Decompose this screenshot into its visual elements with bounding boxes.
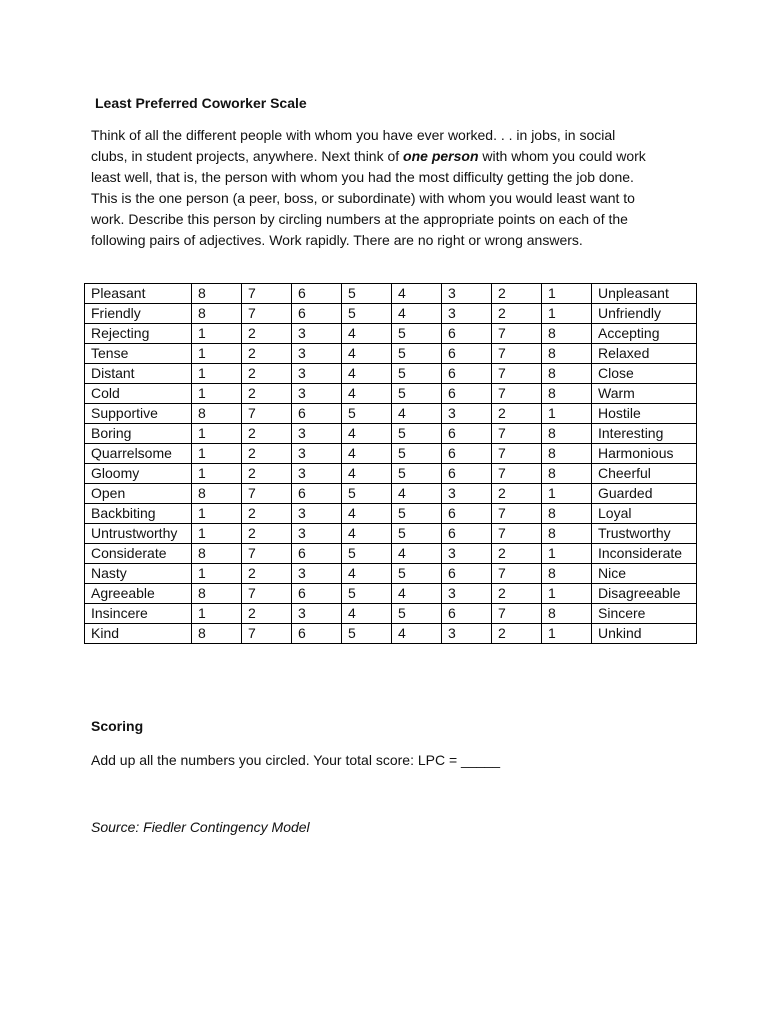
instructions-emphasis: one person <box>403 148 479 164</box>
scale-left-adjective: Untrustworthy <box>85 524 192 544</box>
scale-number[interactable]: 4 <box>342 564 392 584</box>
scale-left-adjective: Tense <box>85 344 192 364</box>
scale-number[interactable]: 3 <box>292 604 342 624</box>
scale-number[interactable]: 1 <box>192 604 242 624</box>
scale-number[interactable]: 6 <box>442 504 492 524</box>
scale-right-adjective: Nice <box>592 564 697 584</box>
scale-right-adjective: Cheerful <box>592 464 697 484</box>
scale-row <box>85 544 697 564</box>
scale-number[interactable]: 1 <box>192 384 242 404</box>
scale-number[interactable]: 1 <box>542 304 592 324</box>
scale-number[interactable]: 2 <box>242 364 292 384</box>
scale-right-adjective: Accepting <box>592 324 697 344</box>
scale-number[interactable]: 6 <box>292 624 342 644</box>
scale-number[interactable]: 8 <box>192 544 242 564</box>
scale-row <box>85 424 697 444</box>
scale-number[interactable]: 3 <box>292 324 342 344</box>
scale-number[interactable]: 7 <box>492 604 542 624</box>
scale-left-adjective: Supportive <box>85 404 192 424</box>
scale-right-adjective: Guarded <box>592 484 697 504</box>
scale-number[interactable]: 5 <box>342 624 392 644</box>
scale-row <box>85 624 697 644</box>
scale-right-adjective: Disagreeable <box>592 584 697 604</box>
scale-number[interactable]: 2 <box>492 304 542 324</box>
scale-number[interactable]: 7 <box>242 304 292 324</box>
scale-number[interactable]: 8 <box>192 584 242 604</box>
scale-number[interactable]: 6 <box>442 424 492 444</box>
scale-left-adjective: Open <box>85 484 192 504</box>
scale-number[interactable]: 3 <box>292 464 342 484</box>
scale-number[interactable]: 5 <box>342 544 392 564</box>
scale-right-adjective: Relaxed <box>592 344 697 364</box>
scale-number[interactable]: 8 <box>542 424 592 444</box>
scale-number[interactable]: 6 <box>442 564 492 584</box>
scale-number[interactable]: 7 <box>492 324 542 344</box>
scale-number[interactable]: 4 <box>342 504 392 524</box>
scale-number[interactable]: 7 <box>492 444 542 464</box>
scale-number[interactable]: 4 <box>342 604 392 624</box>
instructions-text-end: with whom you could work least well, that is, the person with whom you had the most difficulty getting the job done. This is the one person (a peer, boss, or subordinate) with whom you would least want to work. Describe this person by circling numbers at the appropriate points on each of the following pairs of adjectives. Work rapidly. There are no right or wrong answers. <box>91 148 646 248</box>
scale-number[interactable]: 2 <box>242 424 292 444</box>
scale-right-adjective: Sincere <box>592 604 697 624</box>
scale-right-adjective: Unkind <box>592 624 697 644</box>
scale-number[interactable]: 4 <box>342 464 392 484</box>
scale-number[interactable]: 4 <box>342 524 392 544</box>
scale-left-adjective: Agreeable <box>85 584 192 604</box>
scale-number[interactable]: 5 <box>392 364 442 384</box>
scale-row <box>85 364 697 384</box>
scale-number[interactable]: 3 <box>442 404 492 424</box>
scale-number[interactable]: 7 <box>242 544 292 564</box>
scale-number[interactable]: 3 <box>292 424 342 444</box>
scale-number[interactable]: 3 <box>442 484 492 504</box>
scale-number[interactable]: 1 <box>192 444 242 464</box>
scale-number[interactable]: 8 <box>542 604 592 624</box>
scale-left-adjective: Distant <box>85 364 192 384</box>
scale-number[interactable]: 2 <box>242 344 292 364</box>
scale-number[interactable]: 7 <box>492 344 542 364</box>
scale-right-adjective: Trustworthy <box>592 524 697 544</box>
scale-number[interactable]: 1 <box>542 584 592 604</box>
scale-number[interactable]: 6 <box>292 284 342 304</box>
scale-number[interactable]: 5 <box>392 424 442 444</box>
scale-number[interactable]: 2 <box>492 544 542 564</box>
scale-number[interactable]: 4 <box>342 364 392 384</box>
scale-row <box>85 404 697 424</box>
scale-number[interactable]: 4 <box>392 404 442 424</box>
scale-number[interactable]: 1 <box>542 544 592 564</box>
scale-number[interactable]: 4 <box>392 284 442 304</box>
scale-number[interactable]: 2 <box>242 444 292 464</box>
scale-number[interactable]: 5 <box>342 484 392 504</box>
scale-number[interactable]: 6 <box>442 444 492 464</box>
scale-number[interactable]: 8 <box>542 384 592 404</box>
scale-number[interactable]: 3 <box>442 284 492 304</box>
scale-row <box>85 384 697 404</box>
scale-right-adjective: Close <box>592 364 697 384</box>
scale-number[interactable]: 1 <box>192 424 242 444</box>
scale-right-adjective: Unfriendly <box>592 304 697 324</box>
scale-left-adjective: Boring <box>85 424 192 444</box>
scale-number[interactable]: 4 <box>392 584 442 604</box>
scale-row <box>85 324 697 344</box>
scale-number[interactable]: 4 <box>392 304 442 324</box>
scoring-instructions: Add up all the numbers you circled. Your total score: LPC = _____ <box>91 752 500 768</box>
scale-number[interactable]: 3 <box>292 524 342 544</box>
scale-number[interactable]: 8 <box>192 304 242 324</box>
scale-number[interactable]: 4 <box>392 484 442 504</box>
scale-row <box>85 304 697 324</box>
scale-number[interactable]: 4 <box>392 624 442 644</box>
scale-number[interactable]: 6 <box>292 544 342 564</box>
scale-number[interactable]: 7 <box>242 584 292 604</box>
scale-number[interactable]: 8 <box>542 504 592 524</box>
scale-number[interactable]: 3 <box>442 304 492 324</box>
scale-number[interactable]: 2 <box>492 284 542 304</box>
instructions-paragraph <box>91 125 651 251</box>
scale-number[interactable]: 6 <box>292 584 342 604</box>
scale-number[interactable]: 5 <box>342 284 392 304</box>
scale-number[interactable]: 2 <box>242 324 292 344</box>
scale-number[interactable]: 3 <box>292 344 342 364</box>
scale-number[interactable]: 4 <box>342 344 392 364</box>
scale-row <box>85 504 697 524</box>
scale-left-adjective: Insincere <box>85 604 192 624</box>
scale-number[interactable]: 7 <box>242 404 292 424</box>
scale-number[interactable]: 1 <box>192 524 242 544</box>
scale-row <box>85 524 697 544</box>
scale-number[interactable]: 6 <box>442 324 492 344</box>
scale-number[interactable]: 4 <box>342 384 392 404</box>
scale-number[interactable]: 4 <box>342 324 392 344</box>
scale-number[interactable]: 2 <box>242 504 292 524</box>
scale-right-adjective: Harmonious <box>592 444 697 464</box>
scale-number[interactable]: 4 <box>392 544 442 564</box>
scale-row <box>85 584 697 604</box>
scale-right-adjective: Hostile <box>592 404 697 424</box>
scale-number[interactable]: 3 <box>292 384 342 404</box>
scale-number[interactable]: 1 <box>542 404 592 424</box>
scale-number[interactable]: 6 <box>292 404 342 424</box>
scale-number[interactable]: 3 <box>442 624 492 644</box>
scale-number[interactable]: 7 <box>492 504 542 524</box>
scale-number[interactable]: 5 <box>342 584 392 604</box>
scale-number[interactable]: 3 <box>442 544 492 564</box>
scale-left-adjective: Kind <box>85 624 192 644</box>
scale-number[interactable]: 5 <box>342 404 392 424</box>
scale-number[interactable]: 8 <box>542 324 592 344</box>
scale-right-adjective: Interesting <box>592 424 697 444</box>
scale-left-adjective: Considerate <box>85 544 192 564</box>
scale-number[interactable]: 2 <box>492 624 542 644</box>
scale-number[interactable]: 1 <box>192 344 242 364</box>
scale-number[interactable]: 7 <box>492 364 542 384</box>
scale-number[interactable]: 2 <box>242 384 292 404</box>
scale-number[interactable]: 2 <box>492 584 542 604</box>
scale-number[interactable]: 5 <box>392 384 442 404</box>
scale-row <box>85 444 697 464</box>
scale-number[interactable]: 1 <box>542 484 592 504</box>
scale-number[interactable]: 1 <box>192 364 242 384</box>
scale-number[interactable]: 1 <box>542 624 592 644</box>
scale-number[interactable]: 6 <box>442 384 492 404</box>
scale-number[interactable]: 1 <box>542 284 592 304</box>
scale-number[interactable]: 1 <box>192 564 242 584</box>
scale-number[interactable]: 5 <box>392 344 442 364</box>
scale-number[interactable]: 4 <box>342 444 392 464</box>
scale-number[interactable]: 7 <box>492 564 542 584</box>
scale-number[interactable]: 3 <box>292 364 342 384</box>
scale-row <box>85 564 697 584</box>
scoring-heading: Scoring <box>91 718 144 734</box>
scale-right-adjective: Inconsiderate <box>592 544 697 564</box>
scale-left-adjective: Gloomy <box>85 464 192 484</box>
scale-number[interactable]: 7 <box>492 464 542 484</box>
scale-number[interactable]: 1 <box>192 324 242 344</box>
scale-row <box>85 464 697 484</box>
scale-number[interactable]: 5 <box>392 564 442 584</box>
scale-number[interactable]: 7 <box>242 284 292 304</box>
scale-number[interactable]: 1 <box>192 464 242 484</box>
scale-number[interactable]: 8 <box>542 524 592 544</box>
scale-number[interactable]: 8 <box>192 284 242 304</box>
scale-row <box>85 344 697 364</box>
lpc-scale-table <box>84 283 697 644</box>
instructions-text-start: Think of all the different people with whom you have ever worked. . . in jobs, in social clubs, in student projects, anywhere. Next think of <box>91 127 616 164</box>
scale-number[interactable]: 2 <box>242 604 292 624</box>
scale-number[interactable]: 5 <box>392 444 442 464</box>
scale-number[interactable]: 5 <box>392 504 442 524</box>
scale-number[interactable]: 7 <box>242 484 292 504</box>
scale-number[interactable]: 8 <box>542 344 592 364</box>
scale-number[interactable]: 6 <box>442 524 492 544</box>
scale-number[interactable]: 8 <box>192 484 242 504</box>
scale-number[interactable]: 5 <box>392 604 442 624</box>
scale-row <box>85 604 697 624</box>
scale-left-adjective: Cold <box>85 384 192 404</box>
scale-number[interactable]: 7 <box>492 384 542 404</box>
scale-number[interactable]: 6 <box>442 604 492 624</box>
scale-left-adjective: Pleasant <box>85 284 192 304</box>
scale-number[interactable]: 2 <box>492 484 542 504</box>
scale-row <box>85 284 697 304</box>
scale-number[interactable]: 6 <box>442 364 492 384</box>
scale-number[interactable]: 8 <box>542 364 592 384</box>
scale-row <box>85 484 697 504</box>
scale-number[interactable]: 1 <box>192 504 242 524</box>
scale-number[interactable]: 2 <box>242 464 292 484</box>
scale-number[interactable]: 7 <box>242 624 292 644</box>
scale-number[interactable]: 8 <box>192 624 242 644</box>
scale-number[interactable]: 2 <box>242 524 292 544</box>
scale-right-adjective: Loyal <box>592 504 697 524</box>
scale-left-adjective: Backbiting <box>85 504 192 524</box>
scale-number[interactable]: 5 <box>392 464 442 484</box>
scale-number[interactable]: 7 <box>492 424 542 444</box>
scale-left-adjective: Nasty <box>85 564 192 584</box>
scale-number[interactable]: 3 <box>292 564 342 584</box>
document-title: Least Preferred Coworker Scale <box>95 95 307 111</box>
scale-number[interactable]: 2 <box>242 564 292 584</box>
scale-number[interactable]: 6 <box>442 344 492 364</box>
scale-number[interactable]: 3 <box>292 504 342 524</box>
scale-number[interactable]: 3 <box>442 584 492 604</box>
scale-number[interactable]: 4 <box>342 424 392 444</box>
source-note: Source: Fiedler Contingency Model <box>91 819 310 835</box>
scale-number[interactable]: 2 <box>492 404 542 424</box>
scale-number[interactable]: 3 <box>292 444 342 464</box>
scale-number[interactable]: 8 <box>192 404 242 424</box>
scale-number[interactable]: 8 <box>542 564 592 584</box>
scale-number[interactable]: 6 <box>292 484 342 504</box>
scale-number[interactable]: 6 <box>442 464 492 484</box>
scale-number[interactable]: 8 <box>542 464 592 484</box>
scale-number[interactable]: 5 <box>342 304 392 324</box>
scale-right-adjective: Unpleasant <box>592 284 697 304</box>
scale-number[interactable]: 6 <box>292 304 342 324</box>
lpc-scale-body <box>85 284 697 644</box>
scale-number[interactable]: 7 <box>492 524 542 544</box>
scale-left-adjective: Rejecting <box>85 324 192 344</box>
scale-number[interactable]: 5 <box>392 524 442 544</box>
scale-left-adjective: Quarrelsome <box>85 444 192 464</box>
scale-left-adjective: Friendly <box>85 304 192 324</box>
scale-number[interactable]: 5 <box>392 324 442 344</box>
scale-number[interactable]: 8 <box>542 444 592 464</box>
scale-right-adjective: Warm <box>592 384 697 404</box>
